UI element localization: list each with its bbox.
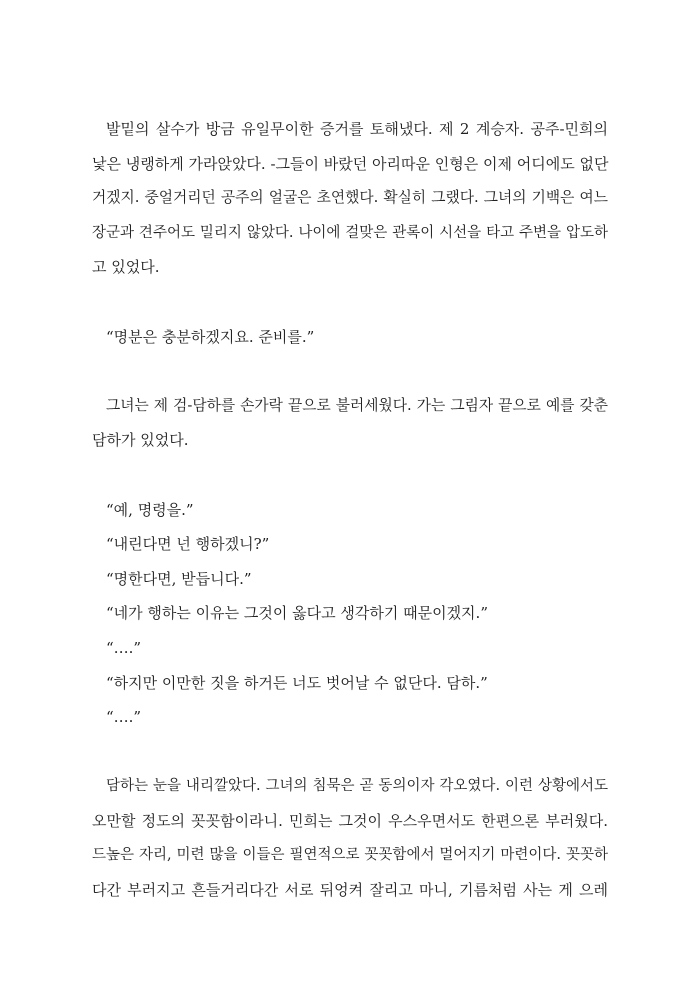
text-line: 고 있었다. bbox=[92, 258, 160, 277]
text-line: 드높은 자리, 미련 많을 이들은 필연적으로 꼿꼿함에서 멀어지기 마련이다. 꼿꼿하 bbox=[92, 847, 608, 864]
dialogue-line: “하지만 이만한 짓을 하거든 너도 벗어날 수 없단다. 담하.” bbox=[106, 673, 488, 692]
text-line: 거겠지. 중얼거리던 공주의 얼굴은 초연했다. 확실히 그랬다. 그녀의 기백은 여느 bbox=[92, 189, 608, 207]
paragraph-1 bbox=[92, 112, 608, 285]
paragraph-3 bbox=[92, 389, 608, 458]
text-line: 발밑의 살수가 방금 유일무이한 증거를 토해냈다. 제 2 계승자. 공주-민희의 bbox=[106, 120, 608, 138]
text-line: 그녀는 제 검-담하를 손가락 끝으로 불러세웠다. 가는 그림자 끝으로 예를 갖춘 bbox=[106, 396, 608, 414]
text-line: 장군과 견주어도 밀리지 않았다. 나이에 걸맞은 관록이 시선을 타고 주변을 압도하 bbox=[92, 224, 608, 241]
document-page bbox=[92, 112, 608, 908]
paragraph-spacer bbox=[92, 354, 608, 389]
dialogue-line: “네가 행하는 이유는 그것이 옳다고 생각하기 때문이겠지.” bbox=[106, 604, 488, 623]
dialogue-line: “내린다면 넌 행하겠니?” bbox=[106, 535, 270, 554]
dialogue-block bbox=[92, 493, 608, 735]
text-line: 낯은 냉랭하게 가라앉았다. -그들이 바랐던 아리따운 인형은 이제 어디에도 없단 bbox=[92, 154, 609, 173]
paragraph-2 bbox=[92, 320, 608, 355]
dialogue-line: “명한다면, 받듭니다.” bbox=[106, 569, 252, 588]
paragraph-spacer bbox=[92, 735, 608, 770]
paragraph-spacer bbox=[92, 285, 608, 320]
text-line: 다간 부러지고 흔들거리다간 서로 뒤엉켜 잘리고 마니, 기름처럼 사는 게 으레 bbox=[92, 881, 608, 900]
dialogue-line: “….” bbox=[106, 708, 142, 727]
text-line: 담하는 눈을 내리깔았다. 그녀의 침묵은 곧 동의이자 각오였다. 이런 상황에서도 bbox=[106, 778, 608, 795]
dialogue-line: “….” bbox=[106, 638, 142, 657]
paragraph-spacer bbox=[92, 458, 608, 493]
text-line: 담하가 있었다. bbox=[92, 431, 189, 450]
dialogue-line: “예, 명령을.” bbox=[106, 500, 194, 519]
dialogue-line: “명분은 충분하겠지요. 준비를.” bbox=[106, 327, 315, 346]
text-line: 오만할 정도의 꼿꼿함이라니. 민희는 그것이 우스우면서도 한편으론 부러웠다. bbox=[92, 811, 608, 830]
paragraph-5 bbox=[92, 769, 608, 907]
